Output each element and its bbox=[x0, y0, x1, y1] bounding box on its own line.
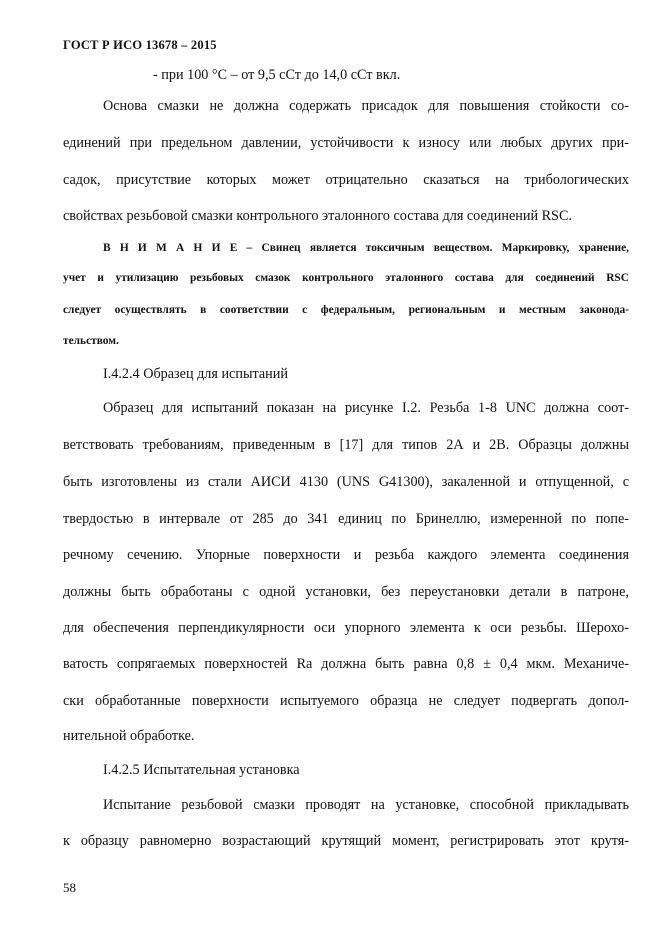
paragraph-line: Основа смазки не должна содержать присадок для повышения стойкости со- bbox=[103, 98, 629, 114]
warning-line: В Н И М А Н И Е – Свинец является токсичным веществом. Маркировку, хранение, bbox=[103, 242, 629, 254]
page-number: 58 bbox=[63, 880, 76, 895]
paragraph-line: речному сечению. Упорные поверхности и резьба каждого элемента соединения bbox=[63, 547, 629, 563]
paragraph-line: свойствах резьбовой смазки контрольного эталонного состава для соединений RSC. bbox=[63, 208, 572, 224]
warning-line: учет и утилизацию резьбовых смазок контрольного эталонного состава для соединений RSC bbox=[63, 272, 629, 284]
section-heading: I.4.2.4 Образец для испытаний bbox=[103, 366, 288, 382]
paragraph-line: быть изготовлены из стали АИСИ 4130 (UNS G41300), закаленной и отпущенной, с bbox=[63, 474, 629, 490]
paragraph-line: Образец для испытаний показан на рисунке I.2. Резьба 1-8 UNC должна соот- bbox=[103, 400, 629, 416]
viscosity-bullet: - при 100 °С – от 9,5 сСт до 14,0 сСт вкл. bbox=[153, 67, 401, 83]
section-heading: I.4.2.5 Испытательная установка bbox=[103, 762, 300, 778]
paragraph-line: твердостью в интервале от 285 до 341 единиц по Бринеллю, измеренной по попе- bbox=[63, 511, 629, 527]
paragraph-line: садок, присутствие которых может отрицательно сказаться на трибологических bbox=[63, 172, 629, 188]
warning-line: следует осуществлять в соответствии с федеральным, региональным и местным законода- bbox=[63, 304, 629, 316]
paragraph-line: должны быть обработаны с одной установки, без переустановки детали в патроне, bbox=[63, 584, 629, 600]
paragraph-line: ветствовать требованиям, приведенным в [17] для типов 2А и 2В. Образцы должны bbox=[63, 437, 629, 453]
paragraph-line: Испытание резьбовой смазки проводят на установке, способной прикладывать bbox=[103, 797, 629, 813]
paragraph-line: к образцу равномерно возрастающий крутящий момент, регистрировать этот крутя- bbox=[63, 833, 629, 849]
paragraph-line: ватость сопрягаемых поверхностей Ra должна быть равна 0,8 ± 0,4 мкм. Механиче- bbox=[63, 656, 629, 672]
paragraph-line: для обеспечения перпендикулярности оси упорного элемента к оси резьбы. Шерохо- bbox=[63, 620, 629, 636]
paragraph-line: единений при предельном давлении, устойчивости к износу или любых других при- bbox=[63, 135, 629, 151]
warning-line: тельством. bbox=[63, 335, 119, 347]
document-header: ГОСТ Р ИСО 13678 – 2015 bbox=[63, 38, 217, 52]
paragraph-line: нительной обработке. bbox=[63, 728, 195, 744]
paragraph-line: ски обработанные поверхности испытуемого образца не следует подвергать допол- bbox=[63, 693, 629, 709]
